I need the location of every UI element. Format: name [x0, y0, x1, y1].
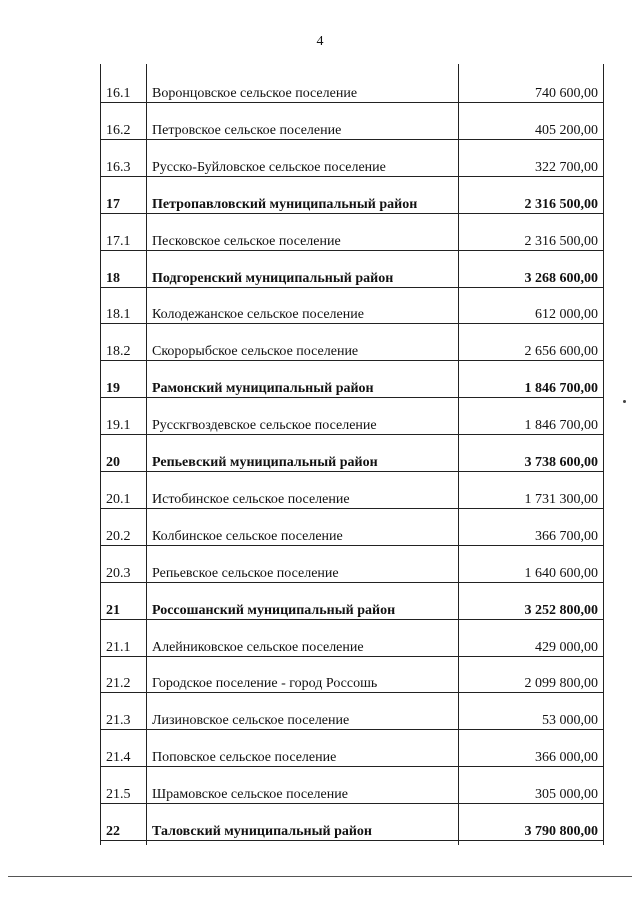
row-name: Истобинское сельское поселение [152, 491, 350, 507]
row-amount: 1 846 700,00 [524, 418, 598, 434]
row-name: Городское поселение - город Россошь [152, 676, 378, 692]
row-amount: 405 200,00 [535, 122, 598, 138]
row-name: Скорорыбское сельское поселение [152, 344, 359, 360]
row-amount: 3 252 800,00 [524, 602, 598, 618]
row-divider [100, 656, 604, 657]
row-number: 17.1 [106, 233, 131, 249]
row-number: 21.3 [106, 713, 131, 729]
page-number: 4 [316, 34, 324, 49]
row-name: Колодежанское сельское поселение [152, 307, 364, 323]
table-left-border [100, 64, 101, 845]
row-amount: 2 316 500,00 [524, 233, 598, 249]
row-number: 18.2 [106, 344, 131, 360]
row-amount: 305 000,00 [535, 787, 598, 803]
table-right-border [603, 64, 604, 845]
row-amount: 2 656 600,00 [524, 344, 598, 360]
row-name: Песковское сельское поселение [152, 233, 341, 249]
row-amount: 1 640 600,00 [524, 565, 598, 581]
row-number: 21.5 [106, 787, 131, 803]
row-number: 20 [106, 455, 120, 470]
row-divider [100, 434, 604, 435]
row-divider [100, 803, 604, 804]
row-divider [100, 176, 604, 177]
row-name: Русскгвоздевское сельское поселение [152, 418, 377, 434]
row-divider [100, 213, 604, 214]
row-number: 18 [106, 270, 120, 286]
row-number: 21.2 [106, 676, 131, 692]
row-name: Поповское сельское поселение [152, 750, 337, 766]
row-amount: 1 731 300,00 [524, 491, 598, 507]
row-amount: 366 700,00 [535, 528, 598, 544]
row-name: Лизиновское сельское поселение [152, 713, 350, 729]
row-name: Колбинское сельское поселение [152, 528, 343, 544]
row-amount: 1 846 700,00 [524, 381, 598, 397]
row-divider [100, 139, 604, 140]
row-name: Репьевский муниципальный район [152, 455, 378, 470]
row-number: 19.1 [106, 418, 131, 434]
row-amount: 322 700,00 [535, 159, 598, 175]
row-name: Россошанский муниципальный район [152, 602, 396, 618]
column-divider-number [146, 64, 147, 845]
row-amount: 429 000,00 [535, 639, 598, 655]
row-divider [100, 545, 604, 546]
row-number: 20.1 [106, 491, 131, 507]
budget-table [100, 64, 604, 845]
footer-rule [8, 876, 632, 877]
row-amount: 3 738 600,00 [524, 455, 598, 470]
row-number: 19 [106, 381, 120, 397]
row-number: 20.2 [106, 528, 131, 544]
row-name: Петровское сельское поселение [152, 122, 342, 138]
row-name: Воронцовское сельское поселение [152, 86, 358, 101]
row-divider [100, 508, 604, 509]
row-number: 21.1 [106, 639, 131, 655]
row-divider [100, 766, 604, 767]
row-number: 17 [106, 196, 120, 212]
row-name: Алейниковское сельское поселение [152, 639, 364, 655]
row-amount: 3 790 800,00 [524, 824, 598, 839]
row-number: 16.3 [106, 159, 131, 175]
row-divider [100, 471, 604, 472]
row-divider [100, 729, 604, 730]
row-number: 16.2 [106, 122, 131, 138]
row-amount: 53 000,00 [542, 713, 598, 729]
row-name: Петропавловский муниципальный район [152, 196, 418, 212]
row-name: Подгоренский муниципальный район [152, 270, 394, 286]
row-divider [100, 323, 604, 324]
row-name: Русско-Буйловское сельское поселение [152, 159, 386, 175]
scan-mark [623, 400, 626, 403]
row-divider [100, 840, 604, 841]
row-amount: 2 316 500,00 [524, 196, 598, 212]
row-number: 16.1 [106, 86, 131, 101]
row-number: 18.1 [106, 307, 131, 323]
column-divider-amount [458, 64, 459, 845]
row-number: 21.4 [106, 750, 131, 766]
row-name: Таловский муниципальный район [152, 824, 372, 839]
row-number: 20.3 [106, 565, 131, 581]
row-divider [100, 692, 604, 693]
row-amount: 366 000,00 [535, 750, 598, 766]
row-name: Рамонский муниципальный район [152, 381, 374, 397]
row-number: 21 [106, 602, 120, 618]
row-number: 22 [106, 824, 120, 839]
row-name: Шрамовское сельское поселение [152, 787, 348, 803]
row-amount: 3 268 600,00 [524, 270, 598, 286]
row-name: Репьевское сельское поселение [152, 565, 339, 581]
row-divider [100, 250, 604, 251]
row-divider [100, 397, 604, 398]
row-amount: 740 600,00 [535, 86, 598, 101]
row-amount: 612 000,00 [535, 307, 598, 323]
row-divider [100, 619, 604, 620]
row-divider [100, 360, 604, 361]
row-divider [100, 287, 604, 288]
row-amount: 2 099 800,00 [524, 676, 598, 692]
row-divider [100, 102, 604, 103]
row-divider [100, 582, 604, 583]
